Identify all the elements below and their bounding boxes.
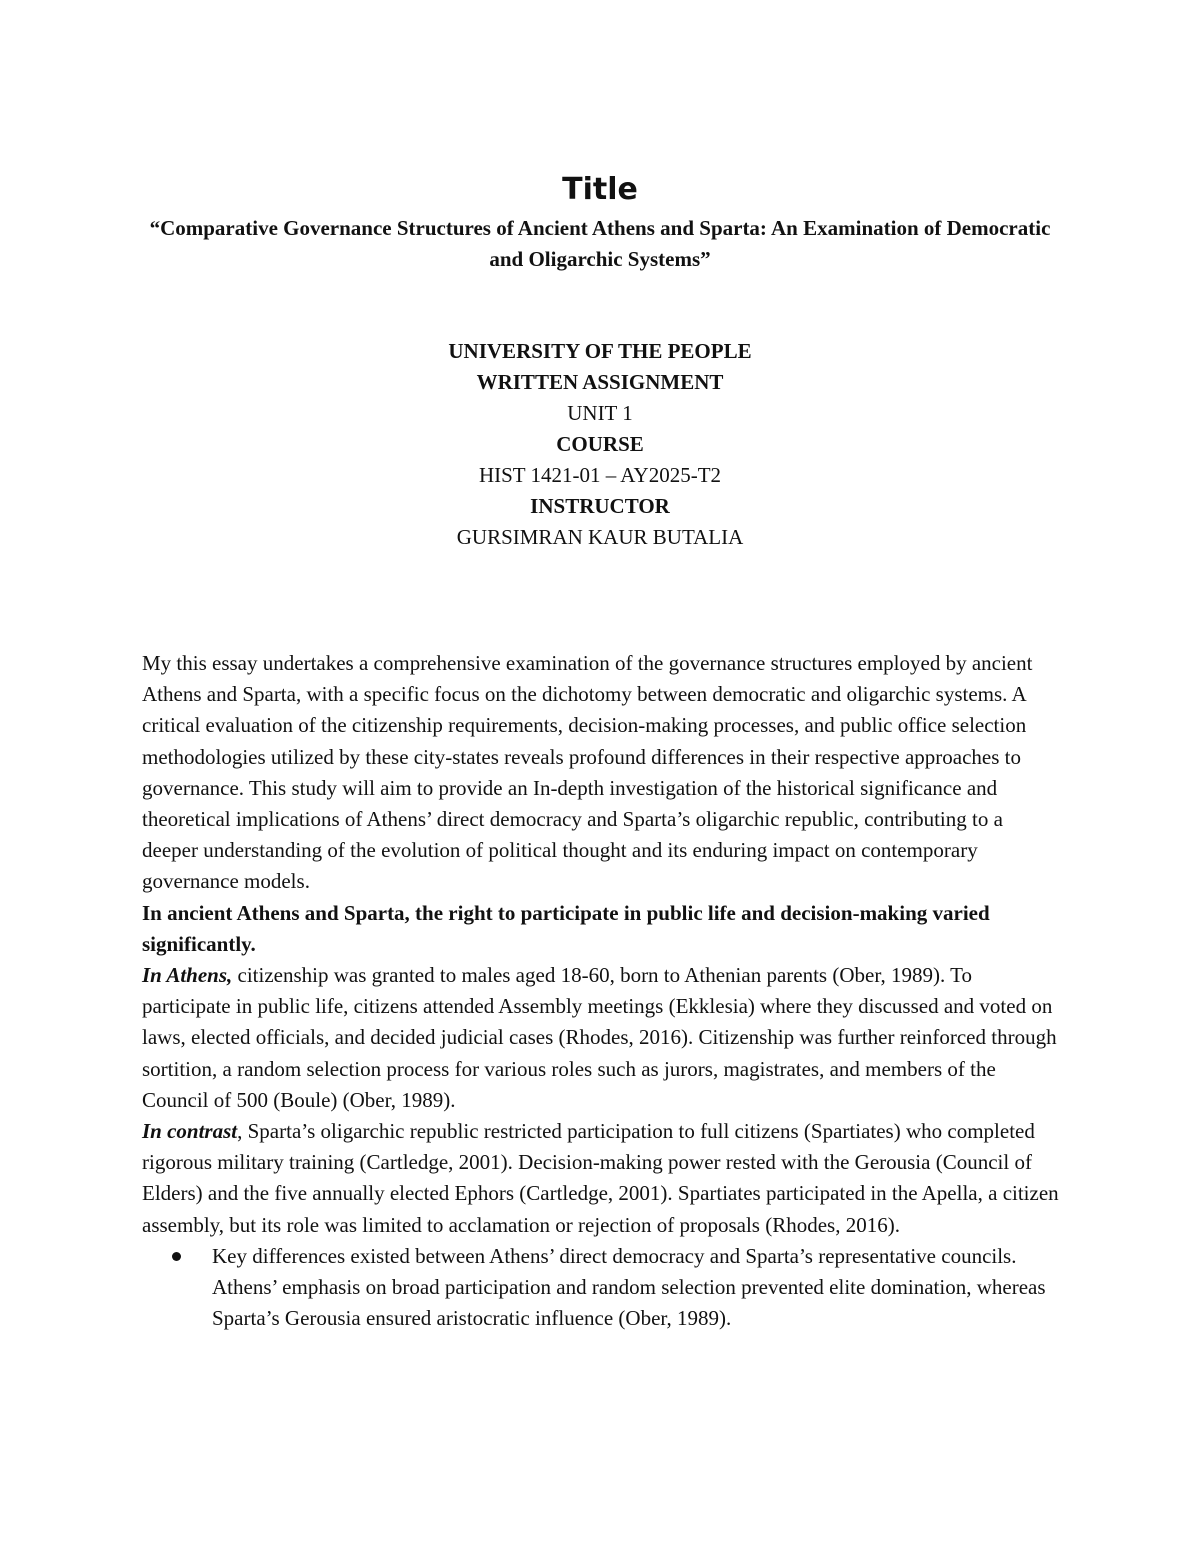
- instructor-label: INSTRUCTOR: [530, 494, 670, 518]
- contrast-lead: In contrast: [142, 1119, 238, 1144]
- cover-details: [0, 336, 1200, 553]
- contrast-text: , Sparta’s oligarchic republic restricted participation to full citizens (Spartiates) who completed rigorous military training (Cartledge, 2001). Decision-making power rested with the Gerousia (Council of Elders) and the five annually elected Ephors (Cartledge, 2001). Spartiates participated in the Apella, a citizen assembly, but its role was limited to acclamation or rejection of proposals (Rhodes, 2016).: [142, 1119, 1059, 1237]
- document-subtitle: “Comparative Governance Structures of Ancient Athens and Sparta: An Examination of Democratic and Oligarchic Systems”: [149, 216, 1051, 271]
- list-item: [212, 1241, 1062, 1335]
- athens-text: citizenship was granted to males aged 18-60, born to Athenian parents (Ober, 1989). To participate in public life, citizens attended Assembly meetings (Ekklesia) where they discussed and voted on laws, elected officials, and decided judicial cases (Rhodes, 2016). Citizenship was further reinforced through sortition, a random selection process for various roles such as jurors, magistrates, and members of the Council of 500 (Boule) (Ober, 1989).: [142, 963, 1057, 1112]
- section-heading: In ancient Athens and Sparta, the right to participate in public life and decision-making varied significantly.: [142, 900, 990, 956]
- document-title: Title: [562, 172, 638, 207]
- bullet-icon: [172, 1252, 181, 1261]
- course-code: HIST 1421-01 – AY2025-T2: [478, 463, 722, 487]
- instructor-name: GURSIMRAN KAUR BUTALIA: [456, 525, 744, 549]
- course-label: COURSE: [556, 432, 644, 456]
- sparta-paragraph: [142, 1116, 1062, 1241]
- unit-number: UNIT 1: [567, 401, 633, 425]
- bullet-list: [142, 1241, 1062, 1335]
- assignment-type: WRITTEN ASSIGNMENT: [476, 370, 724, 394]
- athens-lead: In Athens,: [142, 963, 233, 988]
- athens-paragraph: [142, 960, 1062, 1116]
- essay-body: [142, 648, 1062, 1334]
- bullet-text: Key differences existed between Athens’ direct democracy and Sparta’s representative councils. Athens’ emphasis on broad participation and random selection prevented elite domination, whereas Sparta’s Gerousia ensured aristocratic influence (Ober, 1989).: [212, 1243, 1046, 1331]
- intro-paragraph: My this essay undertakes a comprehensive examination of the governance structures employed by ancient Athens and Sparta, with a specific focus on the dichotomy between democratic and oligarchic systems. A critical evaluation of the citizenship requirements, decision-making processes, and public office selection methodologies utilized by these city-states reveals profound differences in their respective approaches to governance. This study will aim to provide an In-depth investigation of the historical significance and theoretical implications of Athens’ direct democracy and Sparta’s oligarchic republic, contributing to a deeper understanding of the evolution of political thought and its enduring impact on contemporary governance models.: [142, 651, 1033, 894]
- university-name: UNIVERSITY OF THE PEOPLE: [448, 339, 752, 363]
